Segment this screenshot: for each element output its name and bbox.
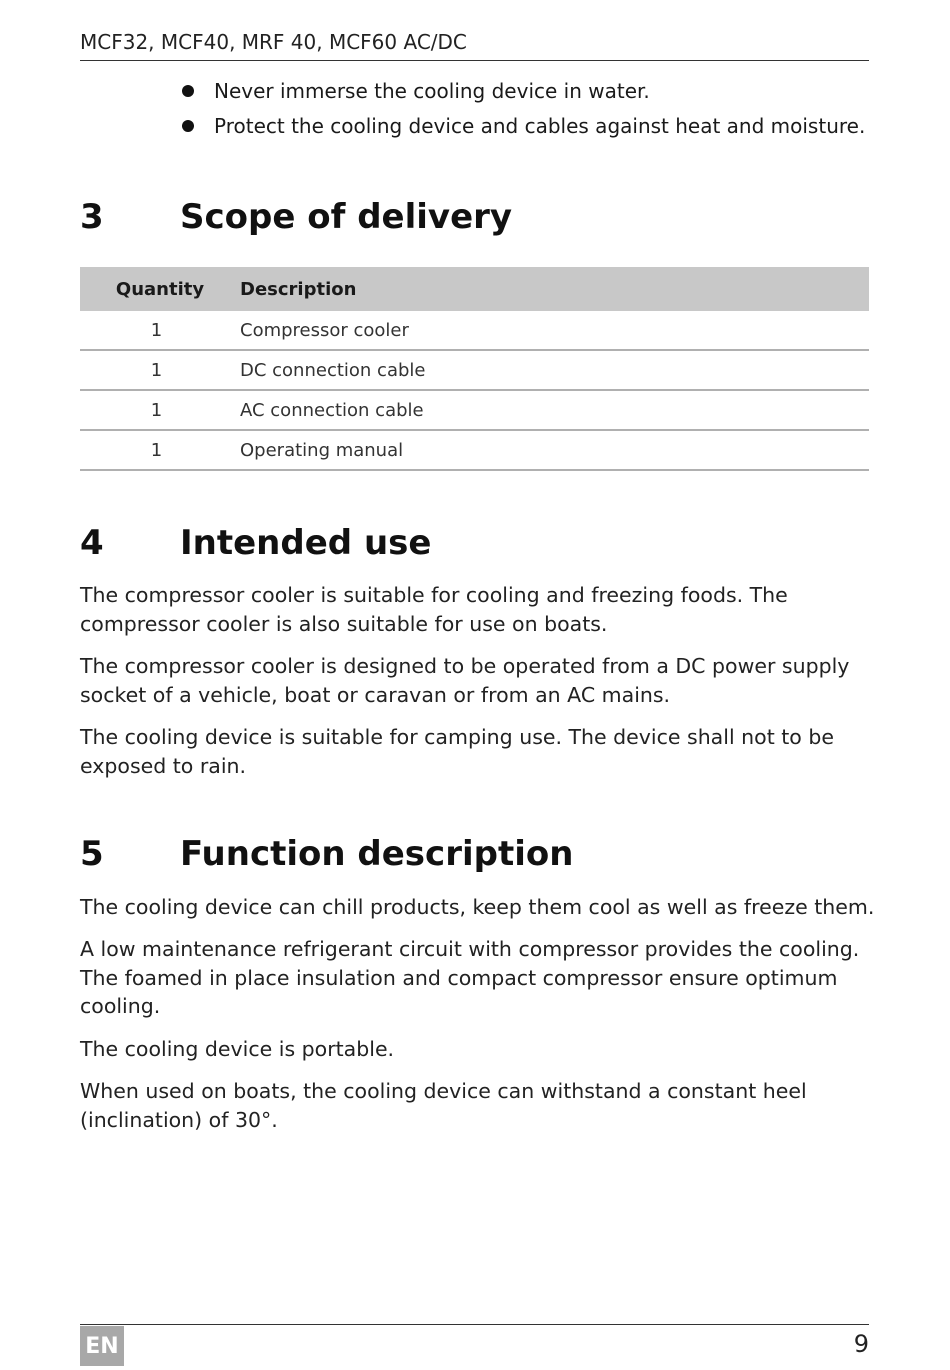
quantity-cell: 1 — [150, 399, 163, 421]
paragraph: The cooling device can chill products, keep them cool as well as freeze them. — [80, 895, 875, 919]
safety-bullet-list — [180, 78, 880, 148]
section-number: 3 — [80, 197, 104, 237]
paragraph: The cooling device is portable. — [80, 1037, 395, 1061]
description-cell: DC connection cable — [240, 359, 426, 381]
description-cell: Compressor cooler — [240, 319, 409, 341]
paragraph: The compressor cooler is suitable for cooling and freezing foods. The compressor cooler is also suitable for use on boats. — [80, 583, 788, 636]
bullet-dot-icon — [182, 120, 194, 132]
section-heading-function — [80, 834, 573, 874]
bullet-text: Protect the cooling device and cables against heat and moisture. — [214, 114, 866, 138]
description-cell: Operating manual — [240, 439, 404, 461]
language-badge: EN — [80, 1326, 124, 1366]
quantity-cell: 1 — [150, 439, 163, 461]
table-row — [80, 311, 869, 351]
bullet-text: Never immerse the cooling device in water. — [214, 79, 650, 103]
section-number: 4 — [80, 523, 104, 563]
section-heading-scope — [80, 197, 512, 237]
table-row — [80, 431, 869, 471]
section-number: 5 — [80, 834, 104, 874]
page-header-title: MCF32, MCF40, MRF 40, MCF60 AC/DC — [80, 30, 467, 54]
table-row — [80, 391, 869, 431]
section-title: Scope of delivery — [180, 197, 513, 237]
quantity-cell: 1 — [150, 359, 163, 381]
header-rule — [80, 60, 869, 61]
column-header-quantity: Quantity — [115, 278, 205, 300]
bullet-dot-icon — [182, 85, 194, 97]
column-header-description: Description — [240, 278, 357, 300]
paragraph: The compressor cooler is designed to be operated from a DC power supply socket of a vehicle, boat or caravan or from an AC mains. — [80, 654, 850, 707]
quantity-cell: 1 — [150, 319, 163, 341]
section-heading-intended-use — [80, 523, 431, 563]
description-cell: AC connection cable — [240, 399, 424, 421]
page-number: 9 — [853, 1330, 869, 1358]
footer-rule — [80, 1324, 869, 1325]
bullet-item — [180, 78, 880, 104]
table-row — [80, 351, 869, 391]
paragraph: The cooling device is suitable for camping use. The device shall not to be exposed to rain. — [80, 725, 834, 778]
section-title: Function description — [180, 834, 574, 874]
paragraph: A low maintenance refrigerant circuit with compressor provides the cooling. The foamed in place insulation and compact compressor ensure optimum cooling. — [80, 937, 860, 1018]
section-title: Intended use — [180, 523, 432, 563]
bullet-item — [180, 113, 880, 139]
table-header-row — [80, 267, 869, 311]
paragraph: When used on boats, the cooling device can withstand a constant heel (inclination) of 30°. — [80, 1079, 807, 1132]
scope-table — [80, 267, 869, 471]
